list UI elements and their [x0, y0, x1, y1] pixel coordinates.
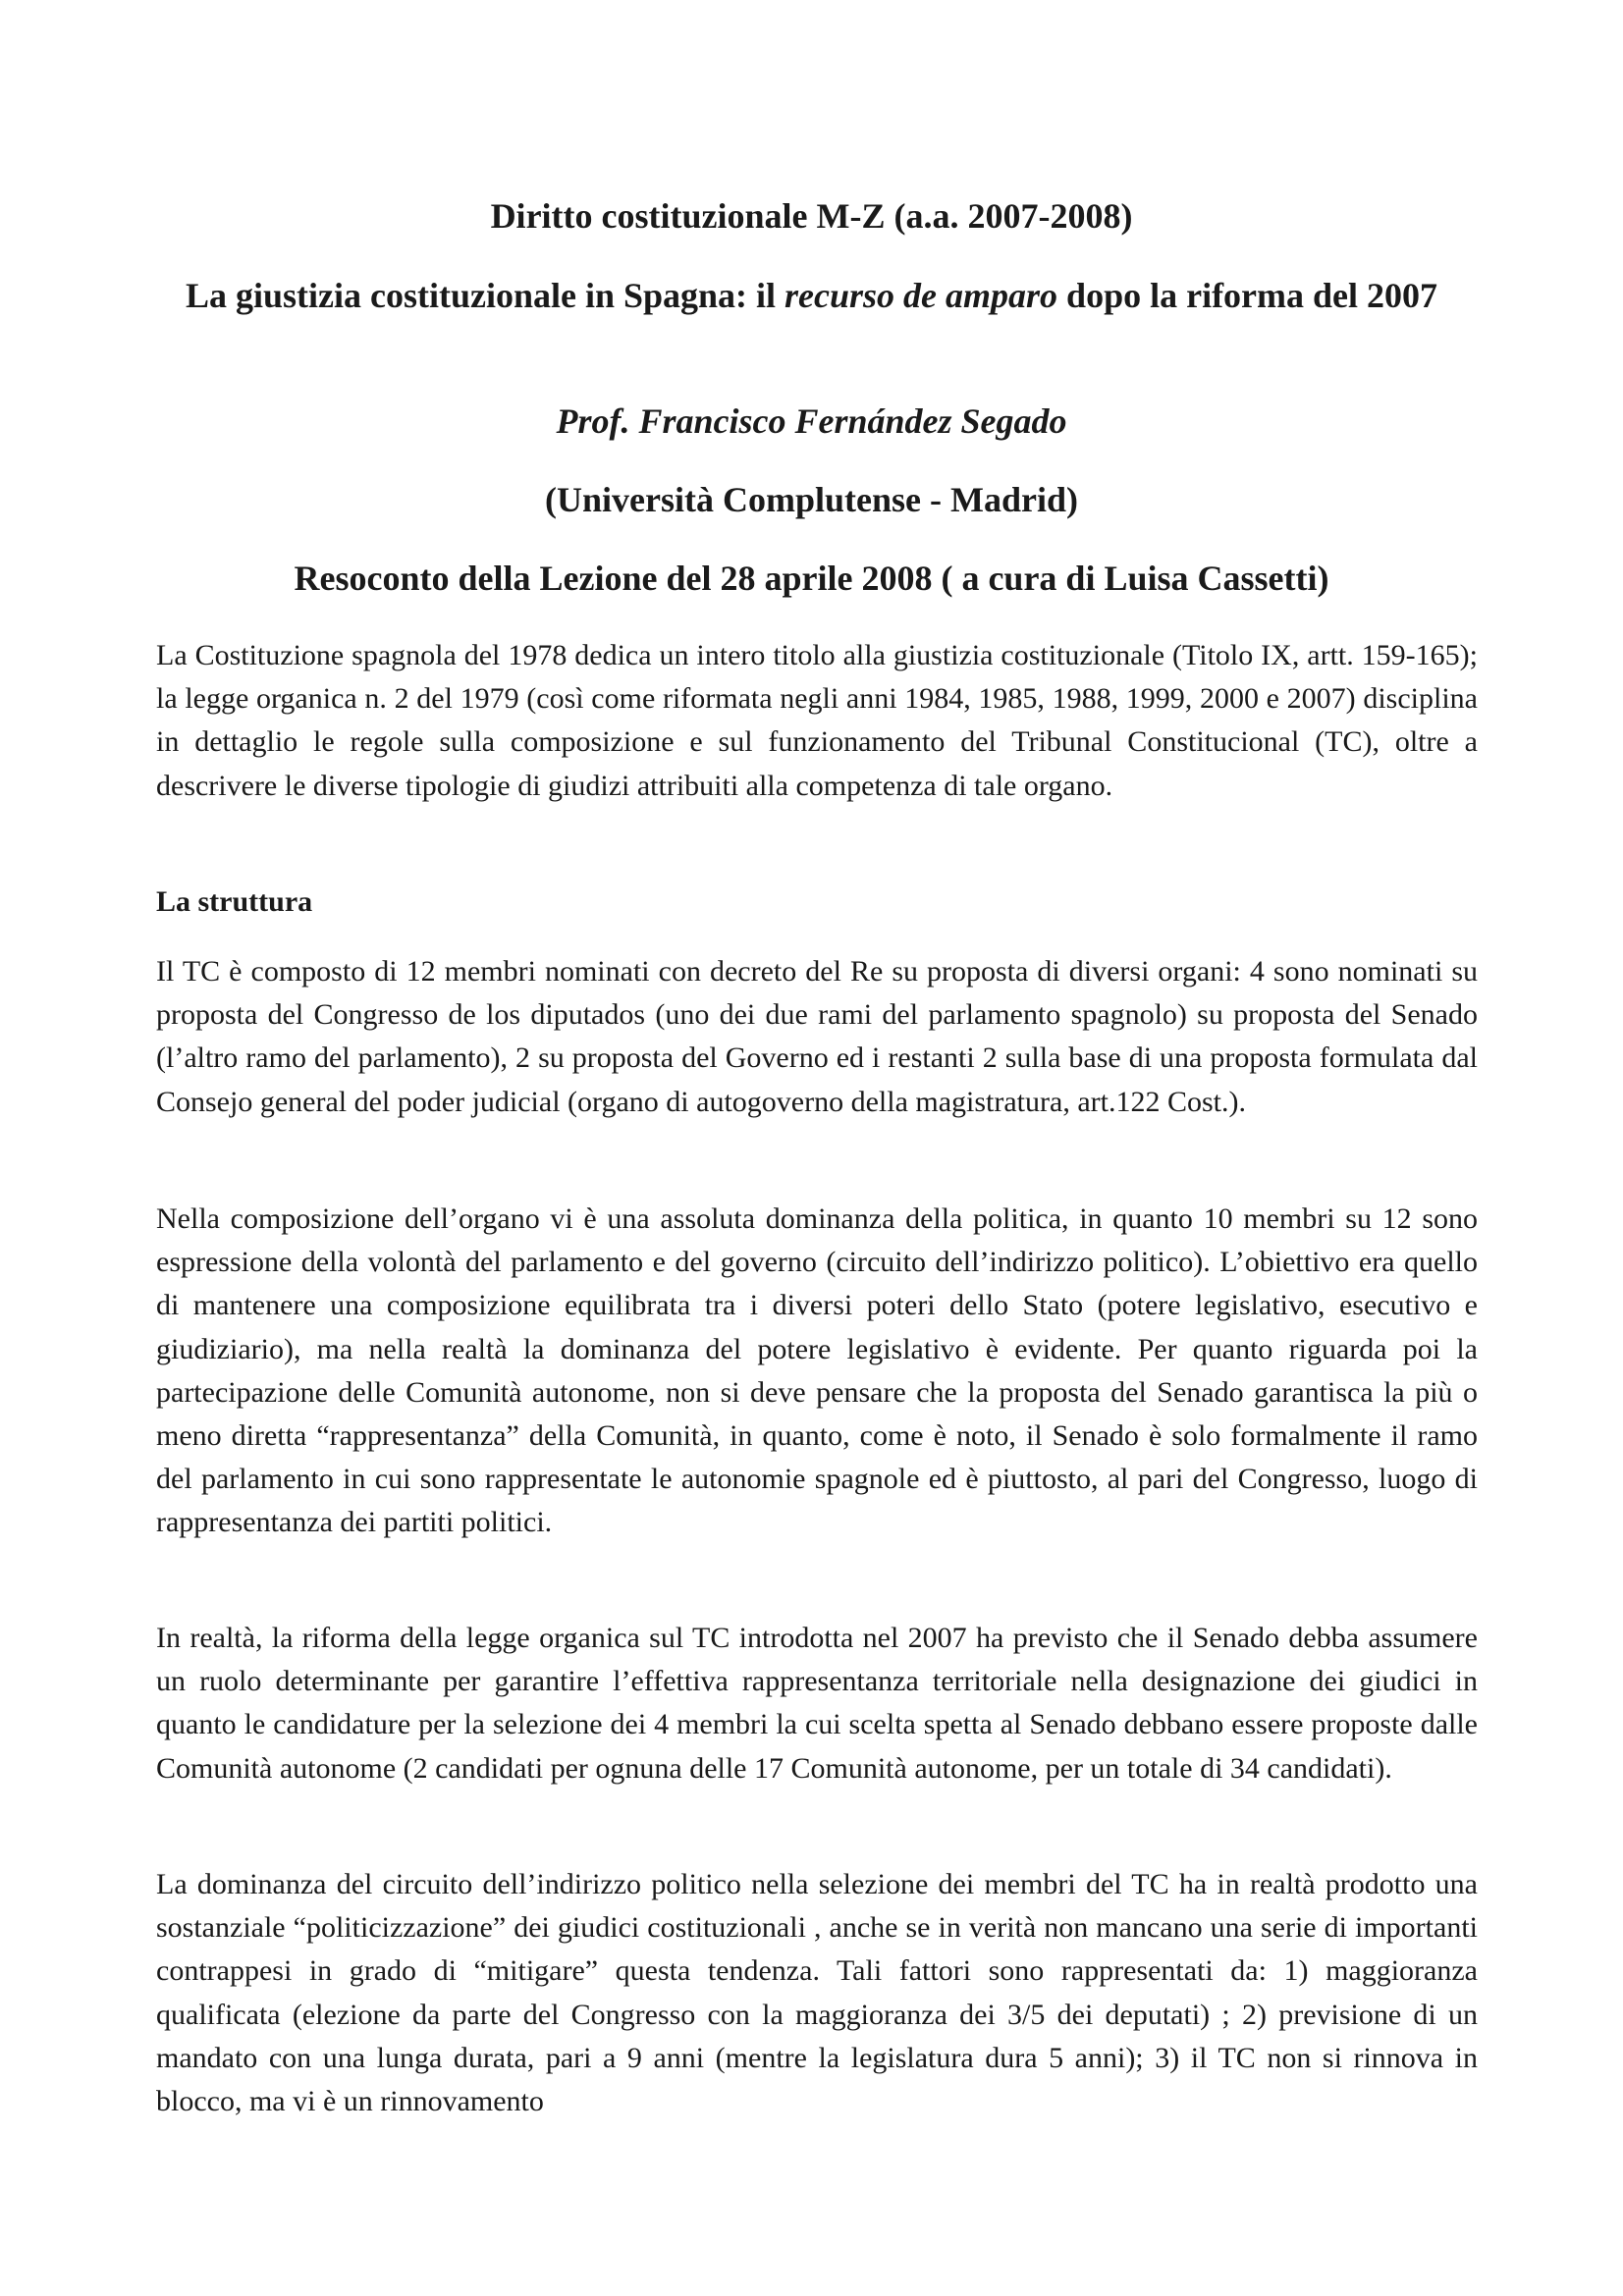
lecture-title-prefix: La giustizia costituzionale in Spagna: il: [185, 276, 785, 315]
paragraph-counterweights: La dominanza del circuito dell’indirizzo politico nella selezione dei membri del TC ha in realtà prodotto una sostanziale “politicizzazione” dei giudici costituzionali , anche se in verità non mancano una serie di importanti contrappesi in grado di “mitigare” questa tendenza. Tali fattori sono rappresentati da: 1) maggioranza qualificata (elezione da parte del Congresso con la maggioranza dei 3/5 dei deputati) ; 2) previsione di un mandato con una lunga durata, pari a 9 anni (mentre la legislatura dura 5 anni); 3) il TC non si rinnova in blocco, ma vi è un rinnovamento: [156, 1868, 1478, 2118]
lecture-title-italic: recurso de amparo: [784, 276, 1058, 315]
course-title: Diritto costituzionale M-Z (a.a. 2007-2008): [490, 196, 1133, 236]
lecture-title: [147, 271, 1476, 321]
intro-paragraph: La Costituzione spagnola del 1978 dedica un intero titolo alla giustizia costituzionale (Titolo IX, artt. 159-165); la legge organica n. 2 del 1979 (così come riformata negli anni 1984, 1985, 1988, 1999, 2000 e 2007) disciplina in dettaglio le regole sulla composizione e sul funzionamento del Tribunal Constitucional (TC), oltre a descrivere le diverse tipologie di giudizi attribuiti alla competenza di tale organo.: [156, 639, 1478, 802]
section-heading: La struttura: [156, 885, 313, 918]
university-name: (Università Complutense - Madrid): [545, 480, 1078, 519]
paragraph-political-dominance: Nella composizione dell’organo vi è una assoluta dominanza della politica, in quanto 10 membri su 12 sono espressione della volontà del parlamento e del governo (circuito dell’indirizzo politico). L’obiettivo era quello di mantenere una composizione equilibrata tra i diversi poteri dello Stato (potere legislativo, esecutivo e giudiziario), ma nella realtà la dominanza del potere legislativo è evidente. Per quanto riguarda poi la partecipazione delle Comunità autonome, non si deve pensare che la proposta del Senado garantisca la più o meno diretta “rappresentanza” della Comunità, in quanto, come è noto, il Senado è solo formalmente il ramo del parlamento in cui sono rappresentate le autonomie spagnole ed è piuttosto, al pari del Congresso, luogo di rappresentanza dei partiti politici.: [156, 1202, 1478, 1539]
professor-name: Prof. Francisco Fernández Segado: [556, 401, 1067, 441]
report-title: Resoconto della Lezione del 28 aprile 2008 ( a cura di Luisa Cassetti): [294, 559, 1329, 598]
lecture-title-suffix: dopo la riforma del 2007: [1057, 276, 1438, 315]
paragraph-composition: Il TC è composto di 12 membri nominati con decreto del Re su proposta di diversi organi: 4 sono nominati su proposta del Congresso de los diputados (uno dei due rami del parlamento spagnolo) su proposta del Senado (l’altro ramo del parlamento), 2 su proposta del Governo ed i restanti 2 sulla base di una proposta formulata dal Consejo general del poder judicial (organo di autogoverno della magistratura, art.122 Cost.).: [156, 955, 1478, 1118]
paragraph-reform-2007: In realtà, la riforma della legge organica sul TC introdotta nel 2007 ha previsto che il Senado debba assumere un ruolo determinante per garantire l’effettiva rappresentanza territoriale nella designazione dei giudici in quanto le candidature per la selezione dei 4 membri la cui scelta spetta al Senado debbano essere proposte dalle Comunità autonome (2 candidati per ognuna delle 17 Comunità autonome, per un totale di 34 candidati).: [156, 1622, 1478, 1785]
